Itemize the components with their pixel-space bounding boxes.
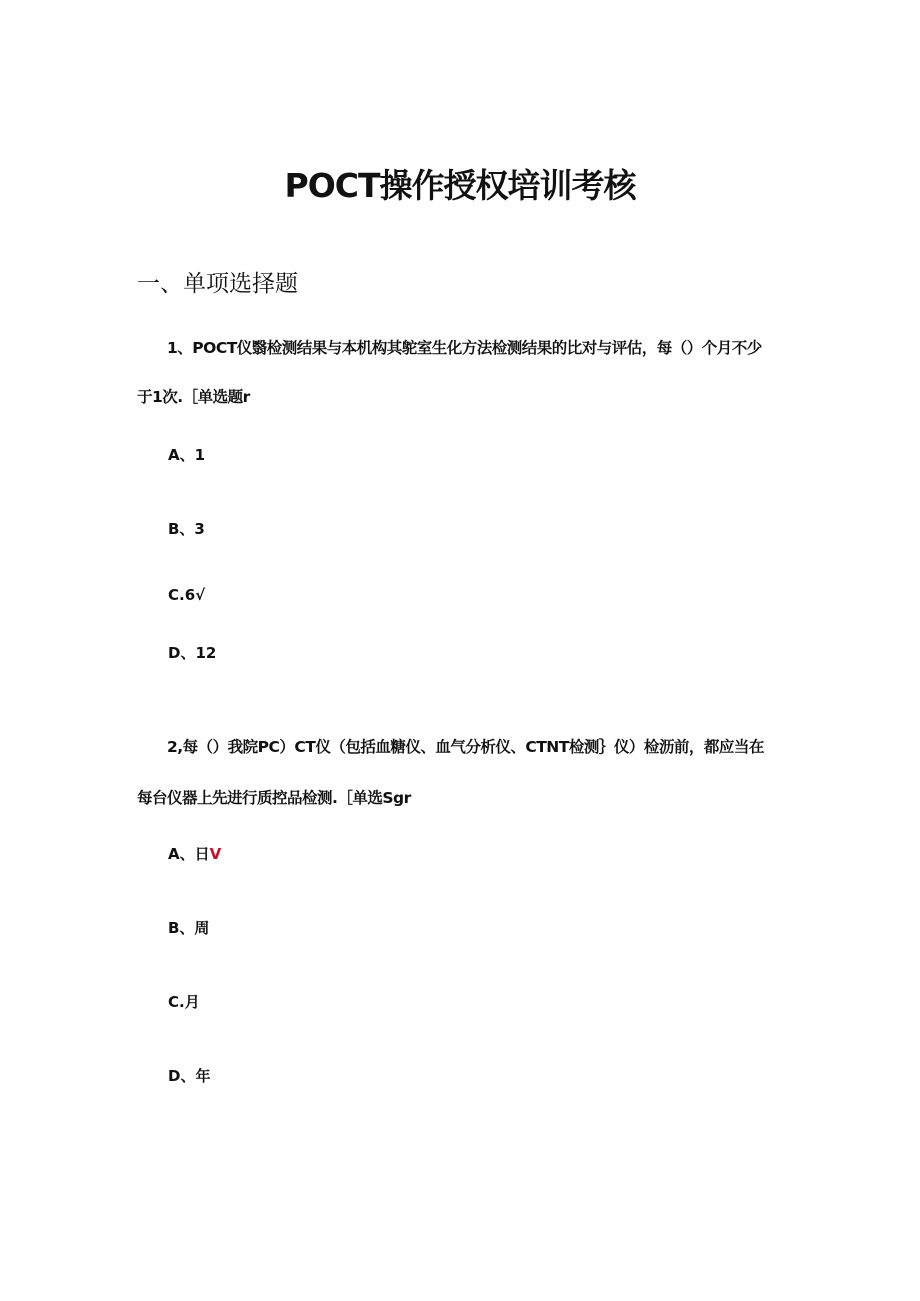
- question-2-line-1: 2,每（）我院PC）CT仪（包括血糖仪、血气分析仪、CTNT检测｝仪）检沥前，都应当在: [167, 738, 764, 756]
- question-2-option-a-label: A、日: [168, 845, 210, 863]
- question-1-option-d: D、12: [168, 644, 217, 662]
- question-1-option-a: A、1: [168, 446, 206, 464]
- question-2-line-2: 每台仪器上先进行质控品检测.［单选Sgr: [137, 789, 411, 807]
- answer-check-mark: V: [209, 845, 222, 863]
- question-2-option-c: C.月: [168, 993, 200, 1011]
- question-2-option-b: B、周: [168, 919, 210, 937]
- question-2-option-d: D、年: [168, 1067, 211, 1085]
- section-heading: 一、单项选择题: [137, 271, 298, 297]
- question-1-option-c: C.6√: [168, 586, 206, 604]
- question-1-option-b: B、3: [168, 520, 205, 538]
- question-1-line-1: 1、POCT仪翳检测结果与本机构其鸵室生化方法检测结果的比对与评估，每（）个月不少: [167, 339, 762, 357]
- question-2-option-a: [168, 843, 221, 864]
- document-title: POCT操作授权培训考核: [284, 166, 636, 205]
- question-1-line-2: 于1次.［单选题r: [137, 388, 250, 406]
